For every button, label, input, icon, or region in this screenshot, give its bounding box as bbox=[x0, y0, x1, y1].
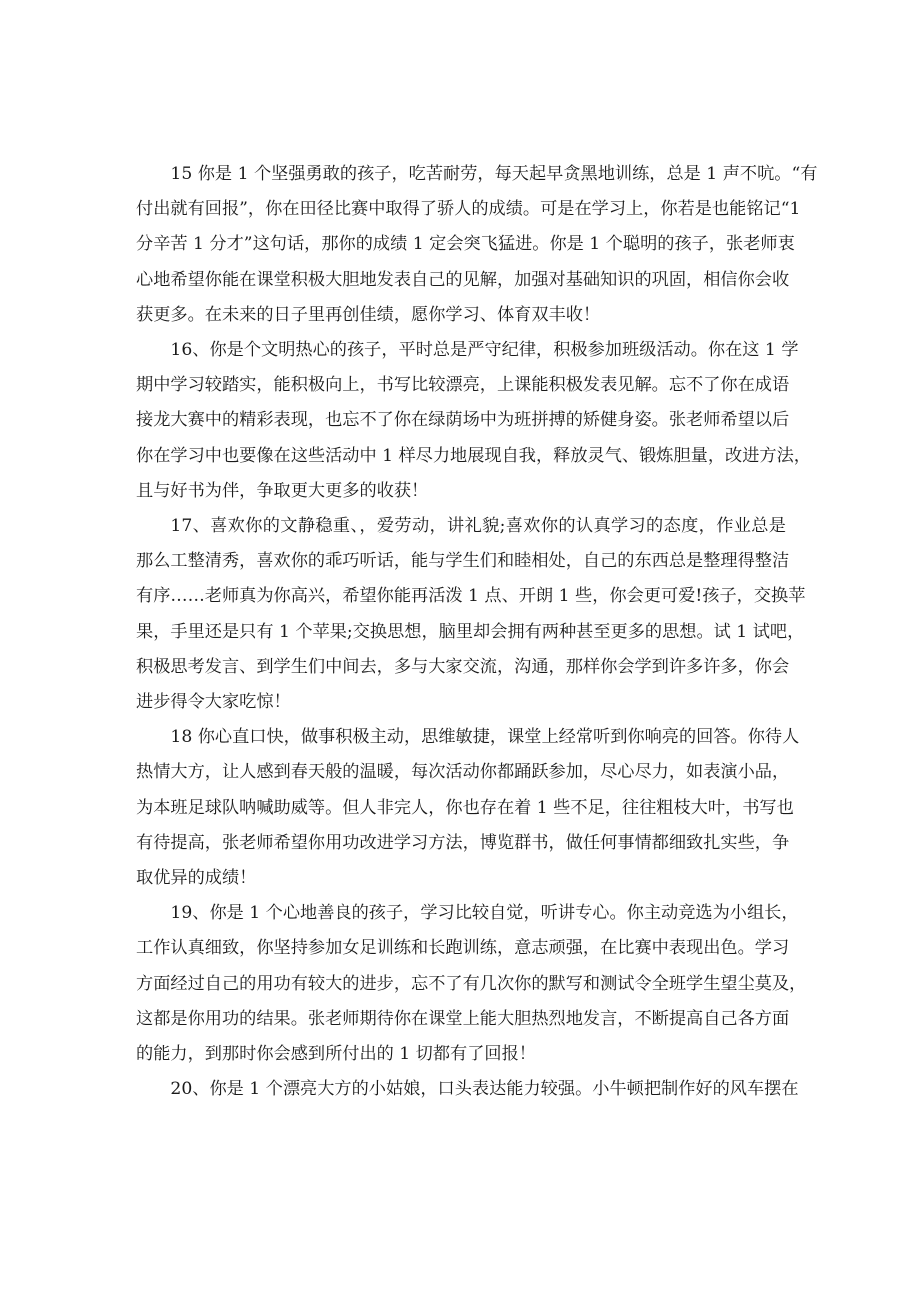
text-line: 16、你是个文明热心的孩子，平时总是严守纪律，积极参加班级活动。你在这 1 学 bbox=[170, 340, 799, 361]
text-line: 你在学习中也要像在这些活动中 1 样尽力地展现自我，释放灵气、锻炼胆量，改进方法， bbox=[136, 445, 811, 466]
comment-paragraph-16 bbox=[136, 333, 811, 509]
text-line: 热情大方，让人感到春天般的温暖，每次活动你都踊跃参加，尽心尽力，如表演小品， bbox=[136, 762, 790, 783]
comment-paragraph-20 bbox=[136, 1072, 799, 1107]
text-line: 工作认真细致，你坚持参加女足训练和长跑训练，意志顽强，在比赛中表现出色。学习 bbox=[136, 938, 790, 959]
comment-paragraph-19 bbox=[136, 896, 807, 1072]
text-line: 那么工整清秀，喜欢你的乖巧听话，能与学生们和睦相处，自己的东西总是整理得整洁 bbox=[136, 551, 790, 572]
text-line: 19、你是 1 个心地善良的孩子，学习比较自觉，听讲专心。你主动竞选为小组长， bbox=[170, 903, 799, 924]
text-line: 心地希望你能在课堂积极大胆地发表自己的见解，加强对基础知识的巩固，相信你会收 bbox=[136, 269, 790, 290]
text-line: 18 你心直口快，做事积极主动，思维敏捷，课堂上经常听到你响亮的回答。你待人 bbox=[170, 727, 800, 748]
text-line: 果，手里还是只有 1 个苹果;交换思想，脑里却会拥有两种甚至更多的思想。试 1 试吧， bbox=[136, 621, 805, 642]
text-line: 取优异的成绩！ bbox=[136, 868, 257, 889]
text-line: 获更多。在未来的日子里再创佳绩，愿你学习、体育双丰收！ bbox=[136, 304, 601, 325]
text-line: 期中学习较踏实，能积极向上，书写比较漂亮，上课能积极发表见解。忘不了你在成语 bbox=[136, 375, 790, 396]
comment-paragraph-18 bbox=[136, 720, 800, 896]
text-line: 15 你是 1 个坚强勇敢的孩子，吃苦耐劳，每天起早贪黑地训练，总是 1 声不吭。“有 bbox=[170, 164, 818, 184]
text-line: 积极思考发言、到学生们中间去，多与大家交流，沟通，那样你会学到许多许多，你会 bbox=[136, 656, 790, 677]
text-line: 的能力，到那时你会感到所付出的 1 切都有了回报！ bbox=[136, 1044, 536, 1065]
text-line: 且与好书为伴，争取更大更多的收获！ bbox=[136, 480, 429, 501]
text-line: 付出就有回报”，你在田径比赛中取得了骄人的成绩。可是在学习上，你若是也能铭记“1 bbox=[136, 199, 801, 220]
text-line: 这都是你用功的结果。张老师期待你在课堂上能大胆热烈地发言，不断提高自己各方面 bbox=[136, 1008, 790, 1029]
text-line: 方面经过自己的用功有较大的进步，忘不了有几次你的默写和测试令全班学生望尘莫及， bbox=[136, 973, 807, 994]
text-line: 分辛苦 1 分才”这句话，那你的成绩 1 定会突飞猛进。你是 1 个聪明的孩子，张老师衷 bbox=[136, 234, 795, 255]
text-line: 有待提高，张老师希望你用功改进学习方法，博览群书，做任何事情都细致扎实些，争 bbox=[136, 832, 790, 853]
text-line: 有序……老师真为你高兴，希望你能再活泼 1 点、开朗 1 些，你会更可爱!孩子，交换苹 bbox=[136, 586, 806, 607]
text-line: 17、喜欢你的文静稳重、，爱劳动，讲礼貌;喜欢你的认真学习的态度，作业总是 bbox=[170, 516, 786, 537]
text-line: 接龙大赛中的精彩表现，也忘不了你在绿荫场中为班拼搏的矫健身姿。张老师希望以后 bbox=[136, 410, 790, 431]
comment-paragraph-15 bbox=[136, 157, 818, 333]
document-body bbox=[136, 157, 818, 1107]
text-line: 20、你是 1 个漂亮大方的小姑娘，口头表达能力较强。小牛顿把制作好的风车摆在 bbox=[170, 1079, 799, 1100]
comment-paragraph-17 bbox=[136, 509, 806, 720]
text-line: 为本班足球队呐喊助威等。但人非完人，你也存在着 1 些不足，往往粗枝大叶，书写也 bbox=[136, 797, 794, 818]
text-line: 进步得令大家吃惊！ bbox=[136, 692, 291, 713]
